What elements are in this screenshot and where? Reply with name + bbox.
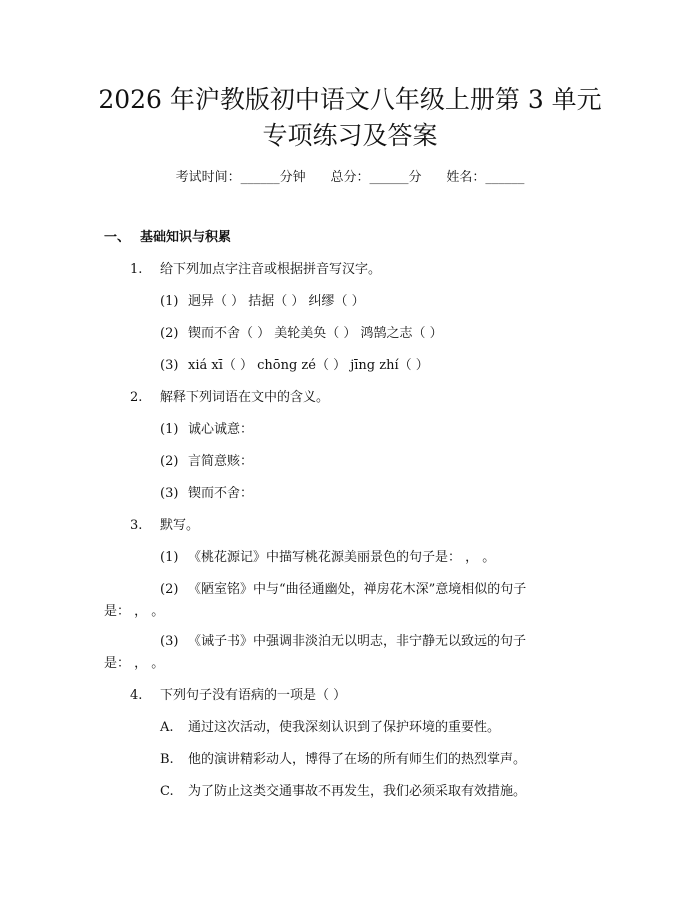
item-number: (1) (160, 294, 179, 309)
item-number: (1) (160, 550, 179, 565)
option-letter: C. (160, 784, 174, 799)
q4-option-a (160, 718, 500, 738)
time-label: 考试时间： (175, 170, 241, 185)
option-letter: B. (160, 752, 174, 767)
item-number: (2) (160, 326, 179, 341)
q4-option-b (160, 750, 526, 770)
question-1 (130, 260, 381, 280)
q1-item-1 (160, 292, 365, 312)
item-text: 锲而不舍（ ） 美轮美奂（ ） 鸿鹄之志（ ） (188, 326, 443, 341)
q2-item-1 (160, 420, 253, 440)
option-text: 为了防止这类交通事故不再发生，我们必须采取有效措施。 (188, 784, 527, 799)
section-number: 一、 (104, 230, 131, 245)
q4-option-c (160, 782, 526, 802)
item-text: 《桃花源记》中描写桃花源美丽景色的句子是： ， 。 (188, 550, 496, 565)
question-text: 给下列加点字注音或根据拼音写汉字。 (160, 262, 382, 277)
option-text: 他的演讲精彩动人，博得了在场的所有师生们的热烈掌声。 (188, 752, 527, 767)
item-number: (3) (160, 358, 179, 373)
question-2 (130, 388, 329, 408)
q1-item-3 (160, 356, 429, 376)
score-label: 总分： (330, 170, 370, 185)
exam-info-line (0, 168, 700, 188)
question-4 (130, 686, 346, 706)
item-text: 锲而不舍： (188, 486, 254, 501)
question-text: 下列句子没有语病的一项是（ ） (160, 688, 347, 703)
section-heading (104, 228, 231, 248)
question-number: 3. (130, 518, 143, 533)
question-text: 解释下列词语在文中的含义。 (160, 390, 330, 405)
item-text: 言简意赅： (188, 454, 254, 469)
item-number: (2) (160, 454, 179, 469)
q3-item-2-continuation: 是： ， 。 (104, 604, 165, 619)
item-text: 诚心诚意： (188, 422, 254, 437)
item-text: 迥异（ ） 拮据（ ） 纠缪（ ） (188, 294, 365, 309)
q3-item-2 (160, 580, 526, 600)
section-title: 基础知识与积累 (140, 230, 232, 245)
item-text: 《诫子书》中强调非淡泊无以明志，非宁静无以致远的句子 (188, 634, 527, 649)
q2-item-3 (160, 484, 253, 504)
item-number: (2) (160, 582, 179, 597)
q3-item-3-continuation: 是： ， 。 (104, 656, 165, 671)
score-unit: 分 (408, 170, 422, 185)
item-number: (3) (160, 486, 179, 501)
time-blank: ______ (240, 170, 280, 185)
question-number: 2. (130, 390, 143, 405)
score-blank: ______ (369, 170, 409, 185)
name-blank: ______ (485, 170, 525, 185)
item-text: xiá xī（ ） chōng zé（ ） jīng zhí（ ） (188, 358, 429, 373)
q2-item-2 (160, 452, 253, 472)
item-number: (3) (160, 634, 179, 649)
question-3 (130, 516, 199, 536)
question-number: 1. (130, 262, 143, 277)
q1-item-2 (160, 324, 443, 344)
question-text: 默写。 (160, 518, 200, 533)
document-title-line-1: 2026 年沪教版初中语文八年级上册第 3 单元 (98, 85, 602, 114)
q3-item-3 (160, 632, 526, 652)
option-letter: A. (160, 720, 174, 735)
question-number: 4. (130, 688, 143, 703)
item-text: 《陋室铭》中与“曲径通幽处，禅房花木深”意境相似的句子 (188, 582, 527, 597)
item-number: (1) (160, 422, 179, 437)
time-unit: 分钟 (279, 170, 306, 185)
option-text: 通过这次活动，使我深刻认识到了保护环境的重要性。 (188, 720, 501, 735)
name-label: 姓名： (446, 170, 486, 185)
document-title-line-2: 专项练习及答案 (262, 121, 438, 150)
q3-item-1 (160, 548, 495, 568)
